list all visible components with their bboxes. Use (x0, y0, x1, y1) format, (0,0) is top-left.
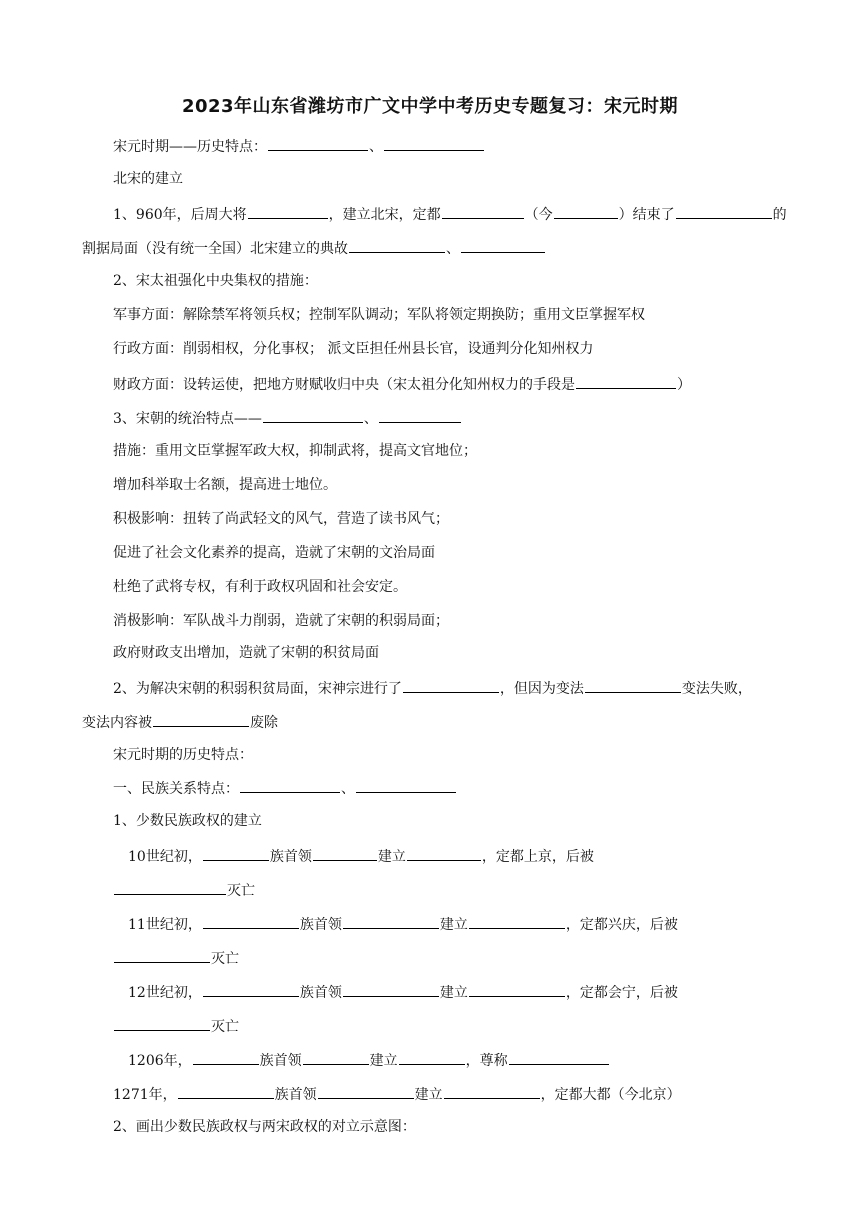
fill-in-blank[interactable] (461, 238, 545, 253)
line-text: 变法内容被 (82, 715, 152, 731)
fill-in-blank[interactable] (349, 238, 445, 253)
text-line (113, 136, 485, 156)
fill-in-blank[interactable] (343, 982, 439, 997)
line-text: 建立 (439, 917, 468, 933)
line-text: 措施：重用文臣掌握军政大权，抑制武将，提高文官地位； (113, 443, 477, 459)
text-line (113, 578, 407, 596)
text-line (113, 1016, 239, 1036)
fill-in-blank[interactable] (509, 1050, 609, 1065)
text-line (113, 1084, 681, 1104)
fill-in-blank[interactable] (313, 846, 377, 861)
text-line (113, 340, 593, 358)
fill-in-blank[interactable] (248, 204, 328, 219)
fill-in-blank[interactable] (114, 880, 226, 895)
line-text: 、 (369, 139, 383, 155)
text-line (113, 746, 253, 764)
document-title: 2023年山东省潍坊市广文中学中考历史专题复习：宋元时期 (181, 96, 679, 117)
line-text: 族首领 (274, 1087, 317, 1103)
fill-in-blank[interactable] (178, 1084, 274, 1099)
text-line (113, 442, 477, 460)
text-line (82, 712, 278, 732)
fill-in-blank[interactable] (403, 678, 499, 693)
text-line (128, 982, 678, 1002)
fill-in-blank[interactable] (153, 712, 249, 727)
line-text: 、 (341, 781, 355, 797)
line-text: 北宋的建立 (113, 171, 183, 187)
line-text: 杜绝了武将专权，有利于政权巩固和社会安定。 (113, 579, 407, 595)
line-text: 政府财政支出增加，造就了宋朝的积贫局面 (113, 645, 379, 661)
line-text: ，但因为变法 (499, 681, 584, 697)
fill-in-blank[interactable] (114, 1016, 210, 1031)
line-text: 宋元时期的历史特点： (113, 747, 253, 763)
fill-in-blank[interactable] (203, 982, 299, 997)
line-text: （今 (524, 207, 553, 223)
line-text: 建立 (369, 1053, 398, 1069)
line-text: ，定都会宁，后被 (565, 985, 678, 1001)
fill-in-blank[interactable] (193, 1050, 259, 1065)
line-text: 建立 (377, 849, 406, 865)
text-line (113, 476, 337, 494)
line-text: ，定都上京，后被 (481, 849, 594, 865)
line-text: 11世纪初， (128, 917, 202, 933)
line-text: 建立 (414, 1087, 443, 1103)
line-text: 积极影响：扭转了尚武轻文的风气，营造了读书风气； (113, 511, 449, 527)
text-line (113, 272, 318, 290)
line-text: 增加科举取士名额，提高进士地位。 (113, 477, 337, 493)
line-text: 灭亡 (227, 883, 255, 899)
fill-in-blank[interactable] (203, 914, 299, 929)
line-text: 12世纪初， (128, 985, 202, 1001)
line-text: 宋元时期——历史特点： (113, 139, 267, 155)
line-text: 族首领 (269, 849, 312, 865)
fill-in-blank[interactable] (263, 408, 363, 423)
fill-in-blank[interactable] (554, 204, 618, 219)
line-text: 灭亡 (211, 1019, 239, 1035)
line-text: 财政方面：设转运使，把地方财赋收归中央（宋太祖分化知州权力的手段是 (113, 377, 575, 393)
text-line (113, 1118, 416, 1136)
text-line (113, 306, 645, 324)
text-line (113, 544, 435, 562)
text-line (113, 778, 457, 798)
line-text: ） (677, 377, 691, 393)
text-line (113, 812, 262, 830)
line-text: 一、民族关系特点： (113, 781, 239, 797)
line-text: 10世纪初， (128, 849, 202, 865)
fill-in-blank[interactable] (318, 1084, 414, 1099)
fill-in-blank[interactable] (444, 1084, 540, 1099)
text-line (113, 374, 691, 394)
text-line (128, 1050, 610, 1070)
line-text: 1、960年，后周大将 (113, 207, 247, 223)
text-line (113, 510, 449, 528)
line-text: 、 (363, 411, 378, 427)
line-text: ，定都兴庆，后被 (565, 917, 678, 933)
line-text: 3、宋朝的统治特点—— (113, 411, 262, 427)
line-text: 族首领 (259, 1053, 302, 1069)
fill-in-blank[interactable] (268, 136, 368, 151)
line-text: 2、画出少数民族政权与两宋政权的对立示意图： (113, 1119, 416, 1135)
line-text: 行政方面：削弱相权，分化事权； 派文臣担任州县长官，设通判分化知州权力 (113, 341, 594, 357)
line-text: 消极影响：军队战斗力削弱，造就了宋朝的积弱局面； (113, 613, 449, 629)
fill-in-blank[interactable] (379, 408, 461, 423)
line-text: 建立 (439, 985, 468, 1001)
text-line (128, 914, 678, 934)
line-text: 的 (772, 207, 787, 223)
line-text: 变法失败， (681, 681, 752, 697)
text-line (113, 948, 239, 968)
fill-in-blank[interactable] (343, 914, 439, 929)
line-text: 促进了社会文化素养的提高，造就了宋朝的文治局面 (113, 545, 435, 561)
fill-in-blank[interactable] (585, 678, 681, 693)
fill-in-blank[interactable] (442, 204, 524, 219)
text-line (113, 678, 752, 698)
line-text: ，建立北宋，定都 (328, 207, 441, 223)
text-line (113, 644, 379, 662)
text-line (113, 170, 183, 188)
fill-in-blank[interactable] (676, 204, 772, 219)
line-text: 灭亡 (211, 951, 239, 967)
line-text: 2、宋太祖强化中央集权的措施： (113, 273, 318, 289)
fill-in-blank[interactable] (203, 846, 269, 861)
fill-in-blank[interactable] (576, 374, 676, 389)
line-text: 废除 (250, 715, 278, 731)
text-line (113, 612, 449, 630)
fill-in-blank[interactable] (356, 778, 456, 793)
fill-in-blank[interactable] (240, 778, 340, 793)
text-line (113, 408, 462, 428)
fill-in-blank[interactable] (469, 914, 565, 929)
text-line (113, 204, 787, 224)
fill-in-blank[interactable] (407, 846, 481, 861)
fill-in-blank[interactable] (384, 136, 484, 151)
text-line (113, 880, 255, 900)
fill-in-blank[interactable] (469, 982, 565, 997)
line-text: 1206年， (128, 1053, 192, 1069)
line-text: 2、为解决宋朝的积弱积贫局面，宋神宗进行了 (113, 681, 402, 697)
fill-in-blank[interactable] (114, 948, 210, 963)
line-text: 族首领 (299, 917, 342, 933)
line-text: ）结束了 (618, 207, 675, 223)
fill-in-blank[interactable] (303, 1050, 369, 1065)
line-text: ，尊称 (465, 1053, 508, 1069)
line-text: 军事方面：解除禁军将领兵权；控制军队调动；军队将领定期换防；重用文臣掌握军权 (113, 307, 645, 323)
text-line (82, 238, 546, 258)
text-line (128, 846, 594, 866)
line-text: 族首领 (299, 985, 342, 1001)
line-text: 割据局面（没有统一全国）北宋建立的典故 (82, 241, 348, 257)
line-text: 1、少数民族政权的建立 (113, 813, 262, 829)
line-text: 、 (446, 241, 460, 257)
fill-in-blank[interactable] (399, 1050, 465, 1065)
line-text: ，定都大都（今北京） (540, 1087, 681, 1103)
line-text: 1271年， (113, 1087, 177, 1103)
